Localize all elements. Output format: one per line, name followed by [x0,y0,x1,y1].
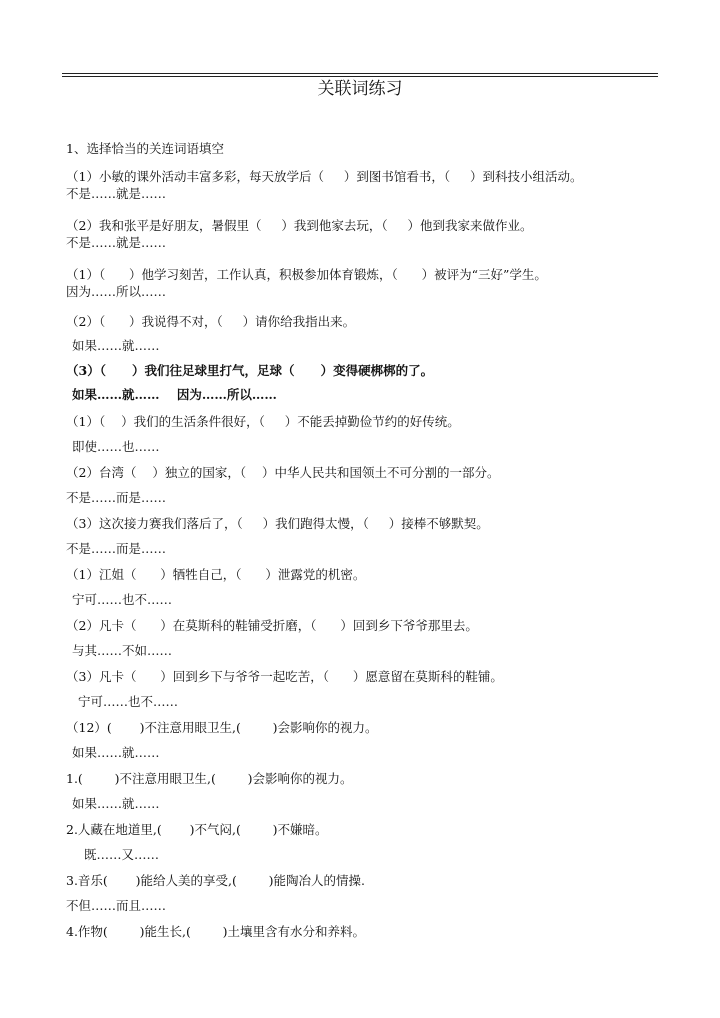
header-rule-top [62,73,658,74]
conjunction-hint: 如果……就…… [72,745,160,760]
exercise-sentence: （1）小敏的课外活动丰富多彩，每天放学后（ ）到图书馆看书，（ ）到科技小组活动。 [66,169,583,184]
conjunction-hint: 宁可……也不…… [72,592,173,607]
exercise-sentence: 2.人藏在地道里,( )不气闷,( )不嫌暗。 [66,822,328,837]
exercise-sentence: （1）江姐（ ）牺牲自己，（ ）泄露党的机密。 [66,567,366,582]
exercise-sentence: （3）这次接力赛我们落后了，（ ）我们跑得太慢，（ ）接棒不够默契。 [66,516,489,531]
exercise-sentence: （2）（ ）我说得不对，（ ）请你给我指出来。 [66,314,356,329]
exercise-sentence: （2）凡卡（ ）在莫斯科的鞋铺受折磨，（ ）回到乡下爷爷那里去。 [66,618,478,633]
header-rule-bottom [62,76,658,77]
conjunction-hint: 不是……而是…… [66,490,167,505]
conjunction-hint: 如果……就…… [72,338,160,353]
conjunction-hint: 不但……而且…… [66,898,167,913]
conjunction-hint: 即使……也…… [72,439,160,454]
conjunction-hint: 宁可……也不…… [78,694,179,709]
exercise-sentence: （3）（ ）我们往足球里打气，足球（ ）变得硬梆梆的了。 [66,363,434,378]
conjunction-hint: 不是……就是…… [66,235,167,250]
conjunction-hint: 因为……所以…… [66,284,167,299]
exercise-sentence: （2）台湾（ ）独立的国家，（ ）中华人民共和国领土不可分割的一部分。 [66,465,500,480]
conjunction-hint: 不是……就是…… [66,186,167,201]
conjunction-hint: 与其……不如…… [72,643,173,658]
exercise-sentence: 1.( )不注意用眼卫生,( )会影响你的视力。 [66,771,353,786]
exercise-sentence: 3.音乐( )能给人美的享受,( )能陶冶人的情操. [66,873,365,888]
exercise-sentence: （12）( )不注意用眼卫生,( )会影响你的视力。 [66,720,378,735]
exercise-sentence: （2）我和张平是好朋友，暑假里（ ）我到他家去玩，（ ）他到我家来做作业。 [66,218,533,233]
exercise-sentence: 4.作物( )能生长,( )土壤里含有水分和养料。 [66,924,365,939]
conjunction-hint: 既……又…… [84,847,160,862]
exercise-sentence: （3）凡卡（ ）回到乡下与爷爷一起吃苦，（ ）愿意留在莫斯科的鞋铺。 [66,669,503,684]
exercise-sentence: （1）（ ）我们的生活条件很好，（ ）不能丢掉勤俭节约的好传统。 [66,414,460,429]
section-heading: 1、选择恰当的关连词语填空 [66,141,224,156]
page-title: 关联词练习 [317,79,403,99]
conjunction-hint: 如果……就…… [72,796,160,811]
exercise-sentence: （1）（ ）他学习刻苦，工作认真，积极参加体育锻炼，（ ）被评为“三好”学生。 [66,267,547,282]
conjunction-hint: 不是……而是…… [66,541,167,556]
conjunction-hint: 如果……就…… 因为……所以…… [72,387,277,402]
